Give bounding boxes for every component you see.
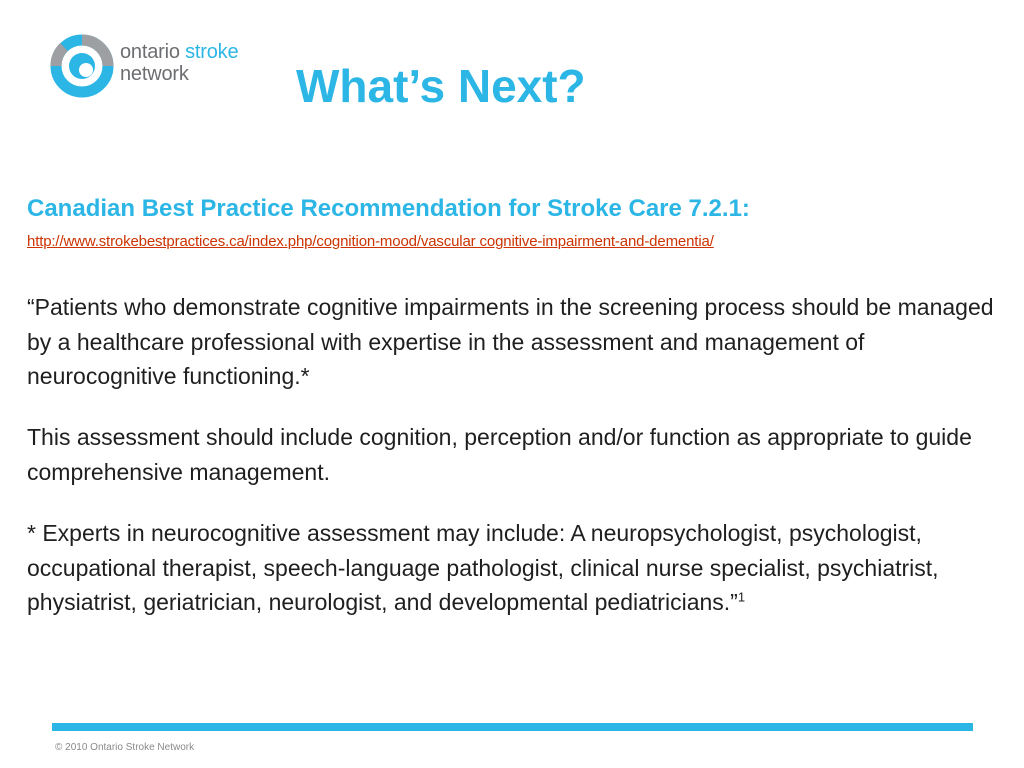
swirl-logo-icon: [50, 26, 114, 106]
quote-paragraph-3: [27, 516, 1002, 620]
footer-divider-bar: [52, 723, 973, 731]
footnote-marker: 1: [737, 589, 746, 605]
logo-wordmark-line1: [120, 42, 238, 62]
strokebestpractices-link[interactable]: http://www.strokebestpractices.ca/index.php/cognition-mood/vascular cognitive-impairment-and-dementia/: [27, 233, 714, 250]
experts-text: * Experts in neurocognitive assessment may include: A neuropsychologist, psychologist, occupational therapist, speech-language pathologist, clinical nurse specialist, psychiatrist, physiatrist, geriatrician, neurologist, and developmental pediatricians.”: [27, 520, 939, 615]
slide-title: What’s Next?: [296, 60, 586, 112]
copyright-notice: © 2010 Ontario Stroke Network: [55, 742, 195, 753]
logo: [50, 26, 290, 106]
logo-word-network: network: [120, 63, 189, 85]
quote-paragraph-1: “Patients who demonstrate cognitive impairments in the screening process should be managed by a healthcare professional with expertise in the assessment and management of neurocognitive functioning.*: [27, 294, 994, 389]
logo-word-stroke: stroke: [185, 41, 239, 63]
logo-word-ontario: ontario: [120, 41, 180, 63]
recommendation-heading: Canadian Best Practice Recommendation for Stroke Care 7.2.1:: [27, 195, 750, 222]
quote-paragraph-2: This assessment should include cognition, perception and/or function as appropriate to guide comprehensive management.: [27, 424, 972, 485]
